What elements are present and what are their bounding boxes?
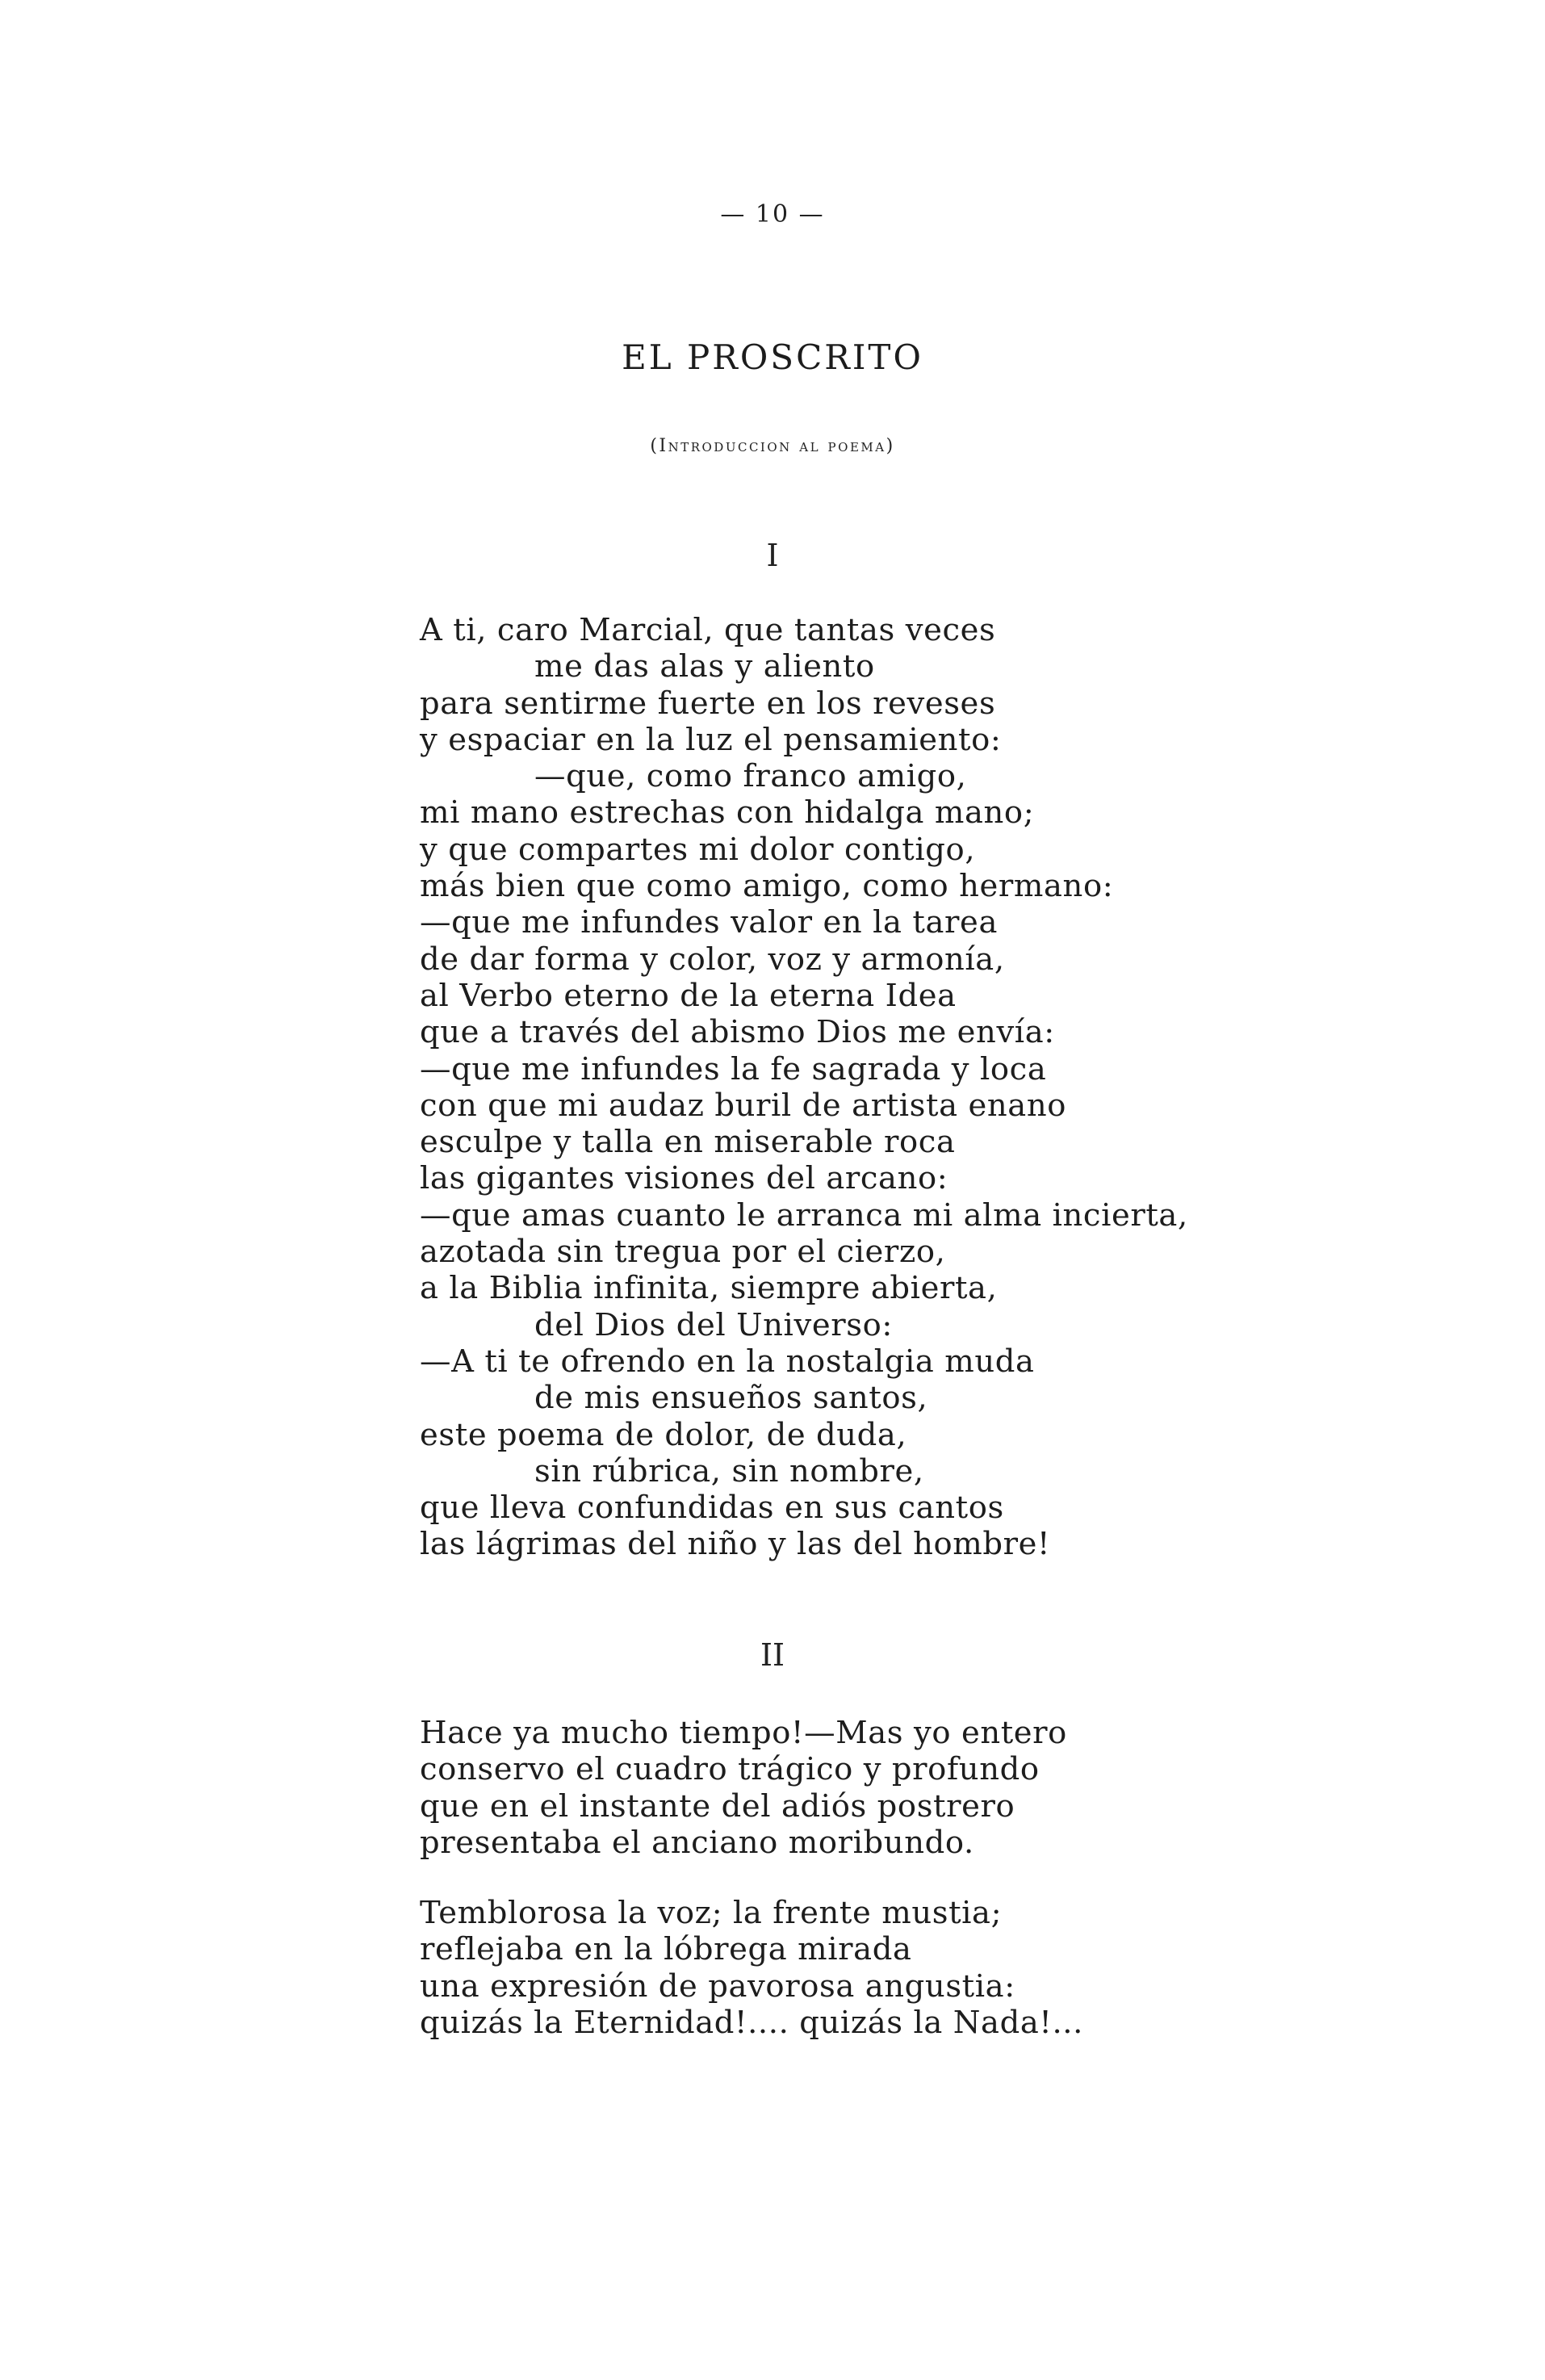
verse-line: del Dios del Universo:	[534, 1306, 893, 1343]
verse-line: que lleva confundidas en sus cantos	[420, 1490, 1004, 1527]
verse-line: mi mano estrechas con hidalga mano;	[420, 794, 1035, 832]
verse-line: con que mi audaz buril de artista enano	[420, 1087, 1067, 1124]
verse-line: —que me infundes valor en la tarea	[420, 904, 998, 941]
verse-line: conservo el cuadro trágico y profundo	[420, 1751, 1040, 1788]
verse-line: —que amas cuanto le arranca mi alma incierta,	[420, 1196, 1188, 1234]
verse-line: A ti, caro Marcial, que tantas veces	[420, 612, 996, 648]
verse-line: Temblorosa la voz; la frente mustia;	[420, 1895, 1003, 1931]
verse-line: al Verbo eterno de la eterna Idea	[420, 977, 957, 1014]
verse-line: reflejaba en la lóbrega mirada	[420, 1931, 912, 1968]
verse-line: —que me infundes la fe sagrada y loca	[420, 1050, 1047, 1087]
poem-title: EL PROSCRITO	[622, 337, 923, 377]
verse-line: presentaba el anciano moribundo.	[420, 1824, 974, 1861]
verse-line: y espaciar en la luz el pensamiento:	[420, 721, 1002, 758]
verse-line: sin rúbrica, sin nombre,	[534, 1452, 924, 1490]
verse-line: las gigantes visiones del arcano:	[420, 1160, 948, 1197]
verse-line: las lágrimas del niño y las del hombre!	[420, 1526, 1051, 1563]
section-numeral-ii: II	[760, 1637, 785, 1673]
verse-line: y que compartes mi dolor contigo,	[420, 831, 976, 868]
stanza	[420, 612, 1469, 1563]
verse-line: a la Biblia infinita, siempre abierta,	[420, 1270, 998, 1307]
verse-line: este poema de dolor, de duda,	[420, 1416, 907, 1453]
verse-line: —A ti te ofrendo en la nostalgia muda	[420, 1343, 1035, 1380]
stanza	[420, 1715, 1469, 1861]
verse-line: que a través del abismo Dios me envía:	[420, 1014, 1055, 1051]
page-number: — 10 —	[720, 200, 825, 228]
section-numeral-i: I	[766, 538, 779, 573]
verse-line: esculpe y talla en miserable roca	[420, 1124, 956, 1161]
verse-line: que en el instante del adiós postrero	[420, 1787, 1015, 1825]
verse-line: una expresión de pavorosa angustia:	[420, 1967, 1015, 2005]
verse-line: de dar forma y color, voz y armonía,	[420, 941, 1005, 978]
verse-line: más bien que como amigo, como hermano:	[420, 868, 1114, 905]
verse-line: me das alas y aliento	[534, 648, 875, 685]
verse-line: —que, como franco amigo,	[534, 758, 967, 795]
verse-line: Hace ya mucho tiempo!—Mas yo entero	[420, 1715, 1067, 1751]
verse-line: azotada sin tregua por el cierzo,	[420, 1234, 946, 1271]
verse-line: quizás la Eternidad!.... quizás la Nada!...	[420, 2004, 1083, 2041]
verse-line: para sentirme fuerte en los reveses	[420, 685, 996, 722]
stanza	[420, 1895, 1469, 2041]
poem-subtitle: (Introduccion al poema)	[650, 436, 895, 456]
verse-line: de mis ensueños santos,	[534, 1380, 928, 1417]
